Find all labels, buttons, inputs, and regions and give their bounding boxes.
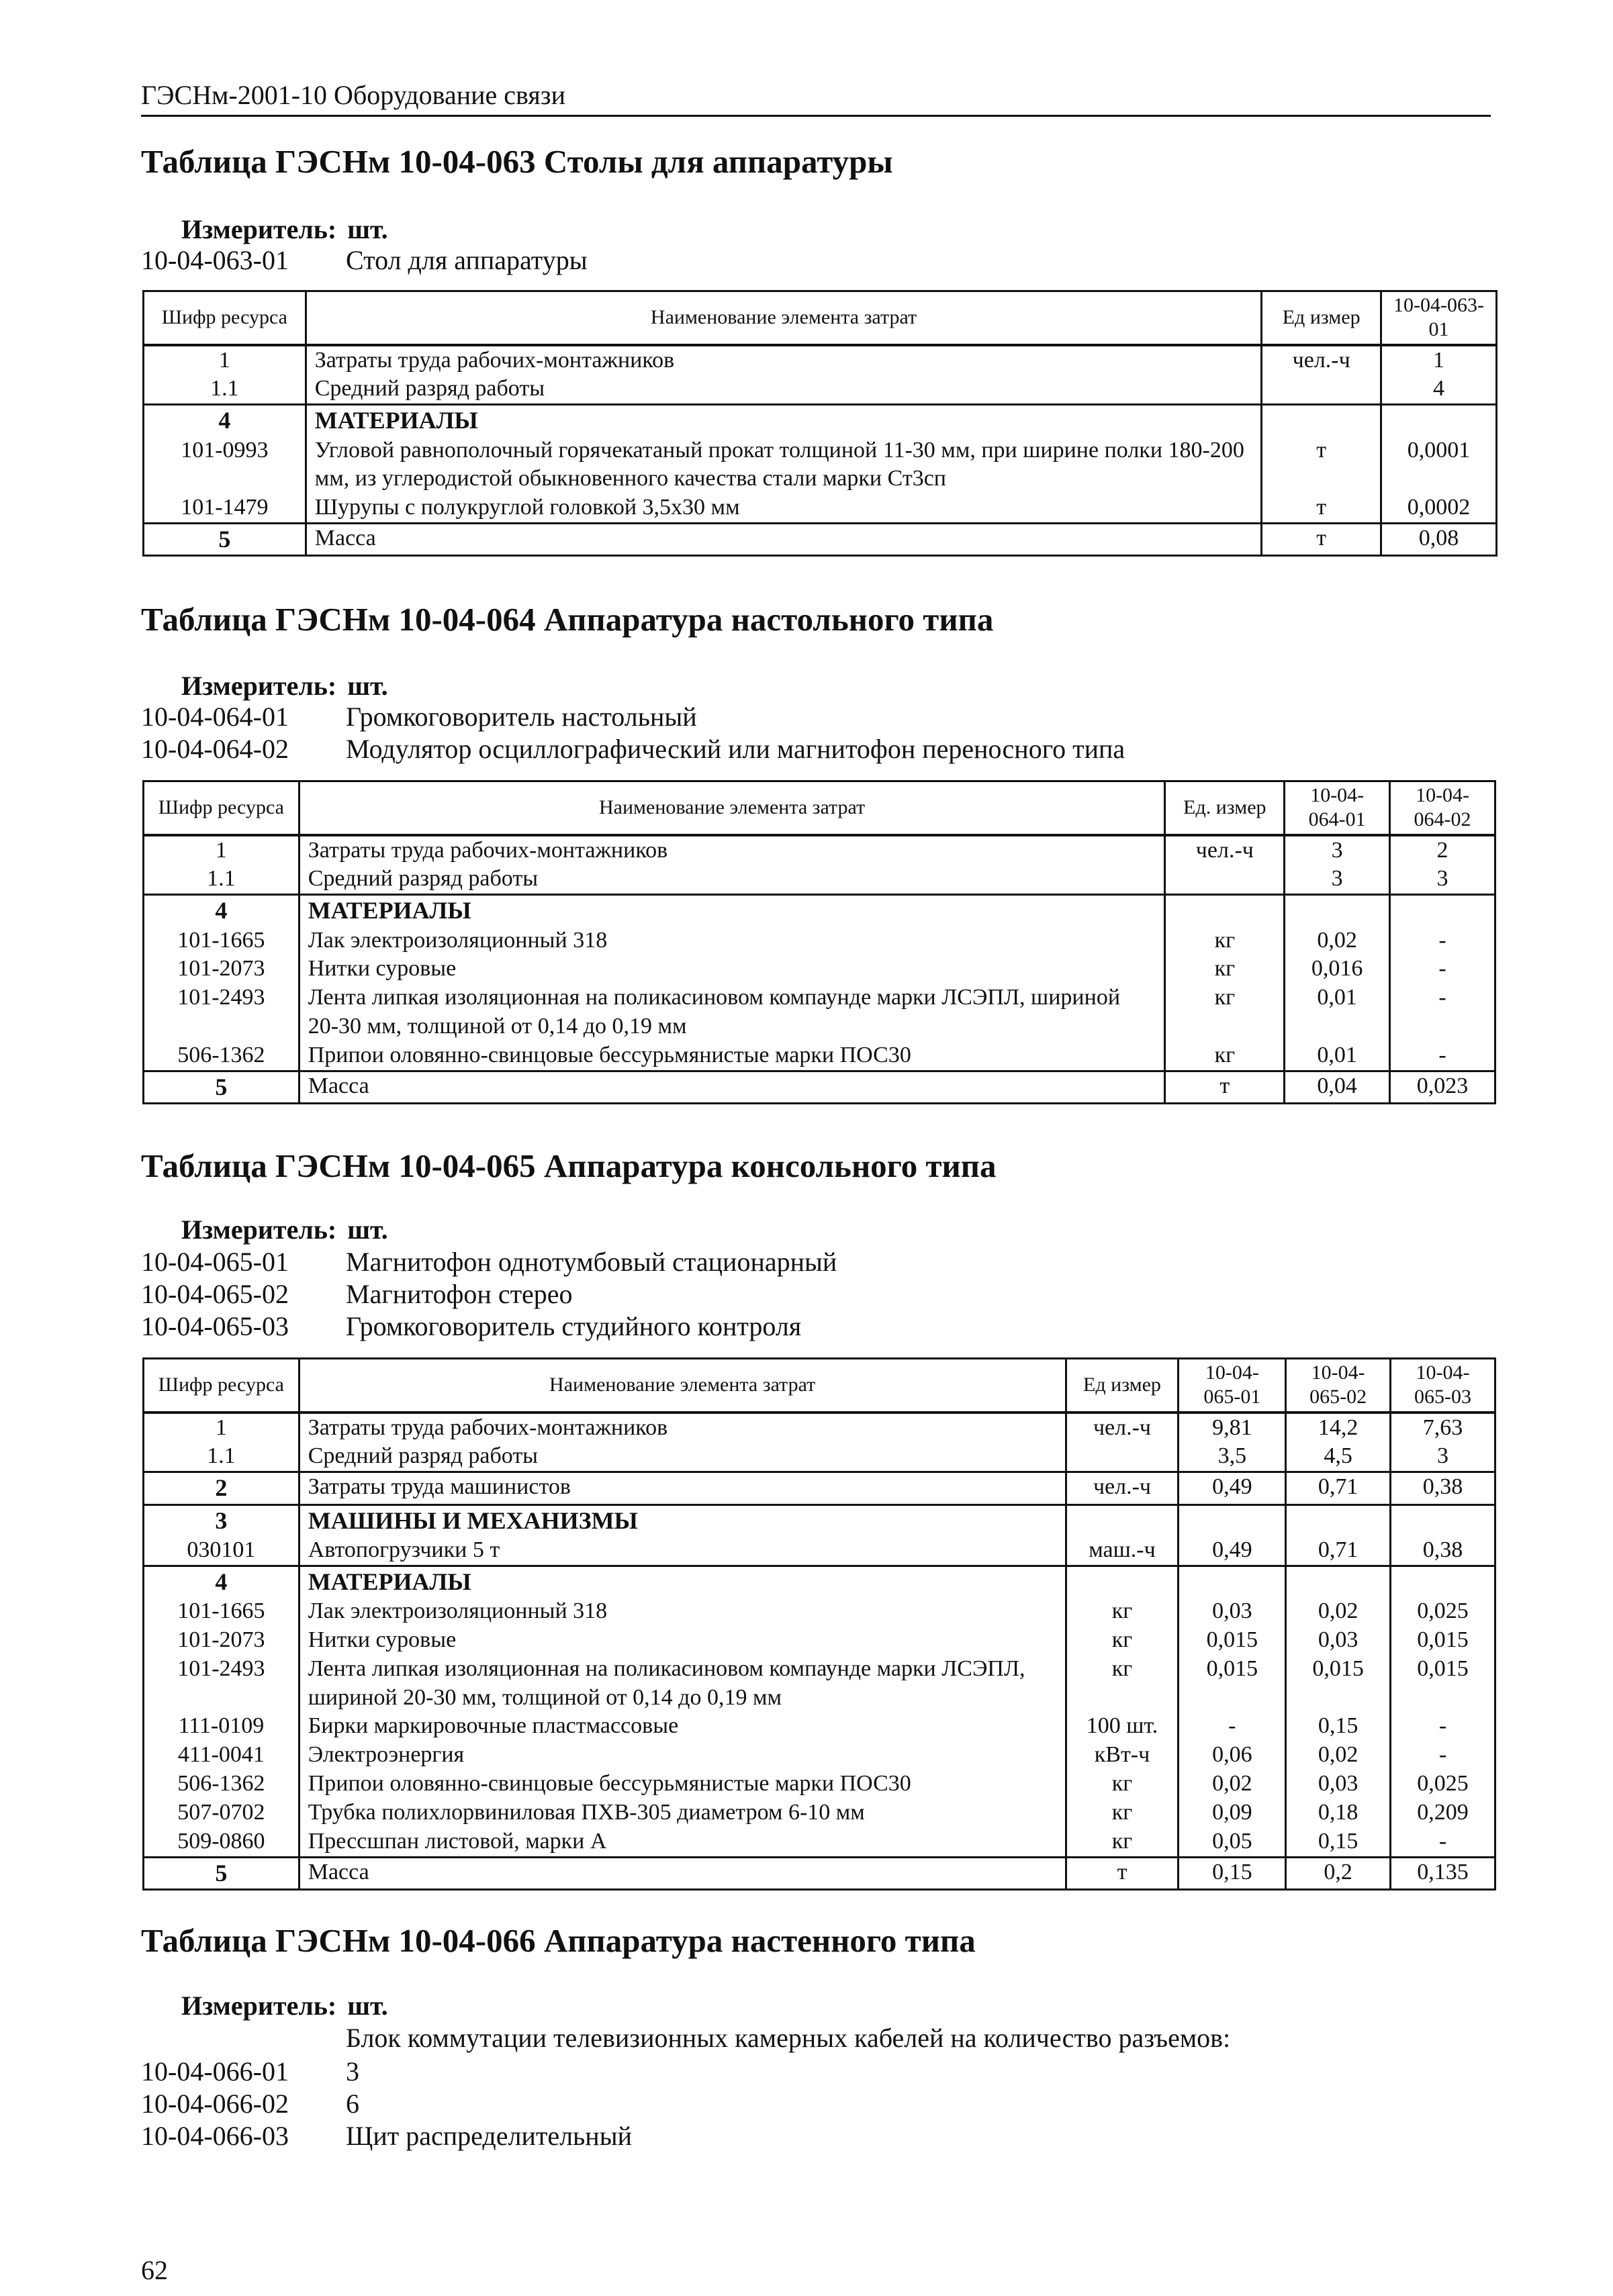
cell-value: 0,01 [1285, 984, 1390, 1041]
table-row [144, 1857, 1495, 1889]
cell-value: - [1390, 1041, 1495, 1071]
col-header-code: Шифр ресурса [144, 291, 306, 345]
cell-value: 0,209 [1391, 1799, 1495, 1827]
cell-value: - [1390, 955, 1495, 984]
table-065-meter [181, 1214, 388, 1245]
col-header-norm: 10-04-064-01 [1285, 781, 1390, 835]
cell-unit [1262, 375, 1381, 404]
table-row [144, 984, 1495, 1041]
cell-unit: чел.-ч [1165, 835, 1285, 865]
meter-label: Измеритель: [181, 671, 337, 701]
cell-unit: кВт-ч [1066, 1741, 1179, 1770]
cell-code: 2 [144, 1472, 299, 1504]
cell-value: 0,02 [1179, 1770, 1286, 1799]
cell-code: 4 [144, 895, 299, 926]
item-name: Магнитофон стерео [346, 1279, 573, 1309]
cell-value: 0,49 [1179, 1536, 1286, 1566]
cell-value: 2 [1390, 835, 1495, 865]
cell-unit: кг [1165, 926, 1285, 955]
table-row [144, 1741, 1495, 1770]
cell-value: 4,5 [1286, 1442, 1391, 1472]
table-065-title: Таблица ГЭСНм 10-04-065 Аппаратура консольного типа [141, 1147, 997, 1184]
table-064-item [141, 733, 1125, 765]
cell-value: 0,02 [1286, 1597, 1391, 1626]
table-row [144, 1799, 1495, 1827]
cell-unit: т [1262, 436, 1381, 494]
cell-value [1179, 1566, 1286, 1597]
cell-value: 7,63 [1391, 1413, 1495, 1443]
table-row [144, 955, 1495, 984]
item-code: 10-04-066-02 [141, 2089, 289, 2119]
table-row [144, 1597, 1495, 1626]
cell-value: 0,015 [1391, 1655, 1495, 1713]
cell-unit [1165, 895, 1285, 926]
table-row [144, 1712, 1495, 1741]
cell-name: Масса [299, 1857, 1066, 1889]
cell-code: 030101 [144, 1536, 299, 1566]
cell-value: 0,023 [1390, 1071, 1495, 1103]
cell-unit: кг [1066, 1770, 1179, 1799]
cell-code: 101-1479 [144, 493, 306, 523]
cell-unit: т [1262, 493, 1381, 523]
cell-value: - [1390, 926, 1495, 955]
table-row [144, 375, 1497, 404]
cell-unit: т [1066, 1857, 1179, 1889]
cell-code: 1 [144, 345, 306, 375]
cell-value: 0,38 [1391, 1472, 1495, 1504]
item-name: Магнитофон однотумбовый стационарный [346, 1247, 837, 1277]
cell-name: Бирки маркировочные пластмассовые [299, 1712, 1066, 1741]
cell-code: 101-1665 [144, 926, 299, 955]
cell-value: 0,015 [1286, 1655, 1391, 1713]
cell-unit [1066, 1442, 1179, 1472]
cell-value: 0,06 [1179, 1741, 1286, 1770]
table-063 [142, 290, 1497, 557]
meter-label: Измеритель: [181, 1991, 337, 2021]
cell-value: 0,0002 [1381, 493, 1497, 523]
table-row [144, 1626, 1495, 1655]
table-064-meter [181, 670, 388, 702]
cell-value: 0,016 [1285, 955, 1390, 984]
cell-value: 0,15 [1286, 1827, 1391, 1857]
table-row [144, 895, 1495, 926]
table-row [144, 405, 1497, 436]
col-header-norm: 10-04-064-02 [1390, 781, 1495, 835]
table-063-meter [181, 213, 388, 245]
col-header-norm: 10-04-065-03 [1391, 1359, 1495, 1413]
cell-name: Припои оловянно-свинцовые бессурьмянистые марки ПОС30 [299, 1770, 1066, 1799]
table-066-item [141, 2056, 359, 2087]
item-name: 6 [346, 2089, 359, 2119]
table-064-title: Таблица ГЭСНм 10-04-064 Аппаратура настольного типа [141, 601, 994, 638]
cell-value: 0,2 [1286, 1857, 1391, 1889]
cell-name: Средний разряд работы [299, 1442, 1066, 1472]
cell-value: 0,08 [1381, 524, 1497, 556]
table-065-item [141, 1310, 801, 1342]
table-row [144, 1504, 1495, 1536]
table-065-item [141, 1246, 837, 1278]
cell-name: Лента липкая изоляционная на поликасиновом компаунде марки ЛСЭПЛ, шириной 20-30 мм, толщиной от 0,14 до 0,19 мм [299, 1655, 1066, 1713]
col-header-name: Наименование элемента затрат [299, 781, 1165, 835]
cell-value: 0,05 [1179, 1827, 1286, 1857]
cell-value: 0,015 [1391, 1626, 1495, 1655]
cell-value: 0,0001 [1381, 436, 1497, 494]
cell-code: 101-1665 [144, 1597, 299, 1626]
cell-name: Угловой равнополочный горячекатаный прокат толщиной 11-30 мм, при ширине полки 180-200 мм, из углеродистой обыкновенного качества стали марки Ст3сп [306, 436, 1262, 494]
cell-name: Электроэнергия [299, 1741, 1066, 1770]
cell-code: 101-2073 [144, 955, 299, 984]
meter-value: шт. [347, 1214, 388, 1245]
cell-code: 5 [144, 1857, 299, 1889]
meter-label: Измеритель: [181, 1214, 337, 1245]
cell-value: 0,015 [1179, 1655, 1286, 1713]
cell-value [1390, 895, 1495, 926]
cell-name: Масса [299, 1071, 1165, 1103]
cell-value: 14,2 [1286, 1413, 1391, 1443]
cell-unit: чел.-ч [1066, 1413, 1179, 1443]
cell-value: - [1179, 1712, 1286, 1741]
cell-value: 3,5 [1179, 1442, 1286, 1472]
item-name: Щит распределительный [346, 2121, 632, 2151]
cell-code: 5 [144, 1071, 299, 1103]
table-064-item [141, 701, 697, 732]
cell-code: 411-0041 [144, 1741, 299, 1770]
cell-value: 0,025 [1391, 1770, 1495, 1799]
item-code: 10-04-066-01 [141, 2056, 289, 2087]
table-row [144, 345, 1497, 375]
cell-name: Средний разряд работы [306, 375, 1262, 404]
table-row [144, 1041, 1495, 1071]
table-row [144, 1071, 1495, 1103]
cell-unit: кг [1165, 984, 1285, 1041]
table-066-intro: Блок коммутации телевизионных камерных кабелей на количество разъемов: [346, 2023, 1231, 2053]
col-header-code: Шифр ресурса [144, 1359, 299, 1413]
cell-value [1285, 895, 1390, 926]
cell-value: 0,02 [1286, 1741, 1391, 1770]
cell-unit: кг [1165, 1041, 1285, 1071]
cell-value [1391, 1566, 1495, 1597]
col-header-name: Наименование элемента затрат [299, 1359, 1066, 1413]
table-066-meter [181, 1990, 388, 2021]
cell-name: МАТЕРИАЛЫ [299, 1566, 1066, 1597]
table-row [144, 1413, 1495, 1443]
cell-code: 506-1362 [144, 1770, 299, 1799]
cell-name: Масса [306, 524, 1262, 556]
item-name: Громкоговоритель студийного контроля [346, 1311, 802, 1341]
cell-value: 0,15 [1286, 1712, 1391, 1741]
meter-value: шт. [347, 1991, 388, 2021]
cell-value: 0,03 [1179, 1597, 1286, 1626]
cell-value: 0,15 [1179, 1857, 1286, 1889]
cell-name: Припои оловянно-свинцовые бессурьмянистые марки ПОС30 [299, 1041, 1165, 1071]
table-row [144, 1442, 1495, 1472]
cell-name: МАШИНЫ И МЕХАНИЗМЫ [299, 1504, 1066, 1536]
cell-value: - [1391, 1827, 1495, 1857]
meter-value: шт. [347, 671, 388, 701]
cell-name: Прессшпан листовой, марки А [299, 1827, 1066, 1857]
cell-code: 509-0860 [144, 1827, 299, 1857]
cell-unit [1066, 1566, 1179, 1597]
item-name: Громкоговоритель настольный [346, 702, 697, 732]
col-header-unit: Ед измер [1262, 291, 1381, 345]
cell-value [1179, 1504, 1286, 1536]
table-row [144, 1770, 1495, 1799]
item-name: 3 [346, 2056, 359, 2087]
cell-value: 4 [1381, 375, 1497, 404]
cell-code: 1.1 [144, 865, 299, 894]
cell-unit: маш.-ч [1066, 1536, 1179, 1566]
cell-value: 1 [1381, 345, 1497, 375]
col-header-norm: 10-04-065-01 [1179, 1359, 1286, 1413]
table-064 [142, 780, 1496, 1104]
col-header-code: Шифр ресурса [144, 781, 299, 835]
cell-unit: кг [1066, 1799, 1179, 1827]
table-row [144, 524, 1497, 556]
item-name: Стол для аппаратуры [346, 245, 588, 275]
cell-code: 1 [144, 835, 299, 865]
cell-value: 0,03 [1286, 1770, 1391, 1799]
cell-value: 0,03 [1286, 1626, 1391, 1655]
table-063-title: Таблица ГЭСНм 10-04-063 Столы для аппаратуры [141, 143, 893, 180]
cell-value: 0,01 [1285, 1041, 1390, 1071]
cell-name: Лента липкая изоляционная на поликасиновом компаунде марки ЛСЭПЛ, шириной 20-30 мм, толщиной от 0,14 до 0,19 мм [299, 984, 1165, 1041]
cell-code: 101-2493 [144, 1655, 299, 1713]
cell-value [1381, 405, 1497, 436]
cell-name: Средний разряд работы [299, 865, 1165, 894]
cell-name: Трубка полихлорвиниловая ПХВ-305 диаметром 6-10 мм [299, 1799, 1066, 1827]
item-name: Модулятор осциллографический или магнитофон переносного типа [346, 734, 1125, 764]
cell-code: 1 [144, 1413, 299, 1443]
table-066-item [141, 2088, 359, 2119]
running-header: ГЭСНм-2001-10 Оборудование связи [141, 79, 1491, 117]
cell-name: Лак электроизоляционный 318 [299, 1597, 1066, 1626]
cell-unit [1165, 865, 1285, 894]
item-code: 10-04-064-01 [141, 702, 289, 732]
cell-code: 1.1 [144, 375, 306, 404]
col-header-norm: 10-04-063-01 [1381, 291, 1497, 345]
table-row [144, 436, 1497, 494]
table-066-item [141, 2120, 632, 2152]
cell-value: 0,18 [1286, 1799, 1391, 1827]
cell-value [1391, 1504, 1495, 1536]
cell-code: 4 [144, 1566, 299, 1597]
cell-unit: кг [1066, 1827, 1179, 1857]
cell-value: - [1391, 1741, 1495, 1770]
cell-name: Нитки суровые [299, 955, 1165, 984]
cell-unit: кг [1066, 1655, 1179, 1713]
cell-code: 111-0109 [144, 1712, 299, 1741]
cell-unit: чел.-ч [1262, 345, 1381, 375]
table-row [144, 1655, 1495, 1713]
table-065-item [141, 1278, 573, 1310]
cell-value: 3 [1285, 835, 1390, 865]
col-header-unit: Ед измер [1066, 1359, 1179, 1413]
item-code: 10-04-065-02 [141, 1279, 289, 1309]
cell-code: 101-2073 [144, 1626, 299, 1655]
cell-value [1286, 1504, 1391, 1536]
cell-unit [1262, 405, 1381, 436]
cell-value [1286, 1566, 1391, 1597]
cell-unit: т [1262, 524, 1381, 556]
cell-code: 101-0993 [144, 436, 306, 494]
cell-value: 0,025 [1391, 1597, 1495, 1626]
cell-code: 506-1362 [144, 1041, 299, 1071]
item-code: 10-04-063-01 [141, 245, 289, 275]
cell-code: 1.1 [144, 1442, 299, 1472]
table-065 [142, 1357, 1496, 1891]
cell-value: 3 [1285, 865, 1390, 894]
cell-name: Затраты труда рабочих-монтажников [299, 835, 1165, 865]
cell-name: Автопогрузчики 5 т [299, 1536, 1066, 1566]
cell-unit: чел.-ч [1066, 1472, 1179, 1504]
item-code: 10-04-066-03 [141, 2121, 289, 2151]
cell-value: - [1391, 1712, 1495, 1741]
cell-value: 0,49 [1179, 1472, 1286, 1504]
cell-value: 3 [1391, 1442, 1495, 1472]
cell-unit: кг [1066, 1626, 1179, 1655]
table-row [144, 835, 1495, 865]
table-row [144, 1827, 1495, 1857]
table-row [144, 926, 1495, 955]
table-row [144, 1566, 1495, 1597]
table-row [144, 1472, 1495, 1504]
cell-unit: 100 шт. [1066, 1712, 1179, 1741]
cell-value: 0,04 [1285, 1071, 1390, 1103]
cell-value: 0,09 [1179, 1799, 1286, 1827]
cell-code: 3 [144, 1504, 299, 1536]
cell-value: - [1390, 984, 1495, 1041]
item-code: 10-04-064-02 [141, 734, 289, 764]
cell-code: 101-2493 [144, 984, 299, 1041]
table-row [144, 1536, 1495, 1566]
cell-name: Затраты труда рабочих-монтажников [299, 1413, 1066, 1443]
cell-unit: т [1165, 1071, 1285, 1103]
cell-name: МАТЕРИАЛЫ [299, 895, 1165, 926]
meter-value: шт. [347, 214, 388, 244]
table-063-item [141, 244, 588, 276]
cell-value: 0,38 [1391, 1536, 1495, 1566]
col-header-norm: 10-04-065-02 [1286, 1359, 1391, 1413]
table-row [144, 493, 1497, 523]
item-code: 10-04-065-03 [141, 1311, 289, 1341]
page-number: 62 [141, 2255, 168, 2285]
cell-name: Затраты труда рабочих-монтажников [306, 345, 1262, 375]
cell-value: 3 [1390, 865, 1495, 894]
cell-unit [1066, 1504, 1179, 1536]
table-row [144, 865, 1495, 894]
cell-name: МАТЕРИАЛЫ [306, 405, 1262, 436]
cell-code: 507-0702 [144, 1799, 299, 1827]
cell-value: 9,81 [1179, 1413, 1286, 1443]
col-header-unit: Ед. измер [1165, 781, 1285, 835]
cell-value: 0,71 [1286, 1472, 1391, 1504]
cell-code: 5 [144, 524, 306, 556]
col-header-name: Наименование элемента затрат [306, 291, 1262, 345]
cell-value: 0,02 [1285, 926, 1390, 955]
cell-unit: кг [1066, 1597, 1179, 1626]
cell-name: Лак электроизоляционный 318 [299, 926, 1165, 955]
item-code: 10-04-065-01 [141, 1247, 289, 1277]
cell-value: 0,135 [1391, 1857, 1495, 1889]
cell-unit: кг [1165, 955, 1285, 984]
cell-code: 4 [144, 405, 306, 436]
table-066-title: Таблица ГЭСНм 10-04-066 Аппаратура настенного типа [141, 1922, 976, 1959]
cell-name: Затраты труда машинистов [299, 1472, 1066, 1504]
cell-value: 0,71 [1286, 1536, 1391, 1566]
cell-value: 0,015 [1179, 1626, 1286, 1655]
meter-label: Измеритель: [181, 214, 337, 244]
cell-name: Шурупы с полукруглой головкой 3,5х30 мм [306, 493, 1262, 523]
cell-name: Нитки суровые [299, 1626, 1066, 1655]
